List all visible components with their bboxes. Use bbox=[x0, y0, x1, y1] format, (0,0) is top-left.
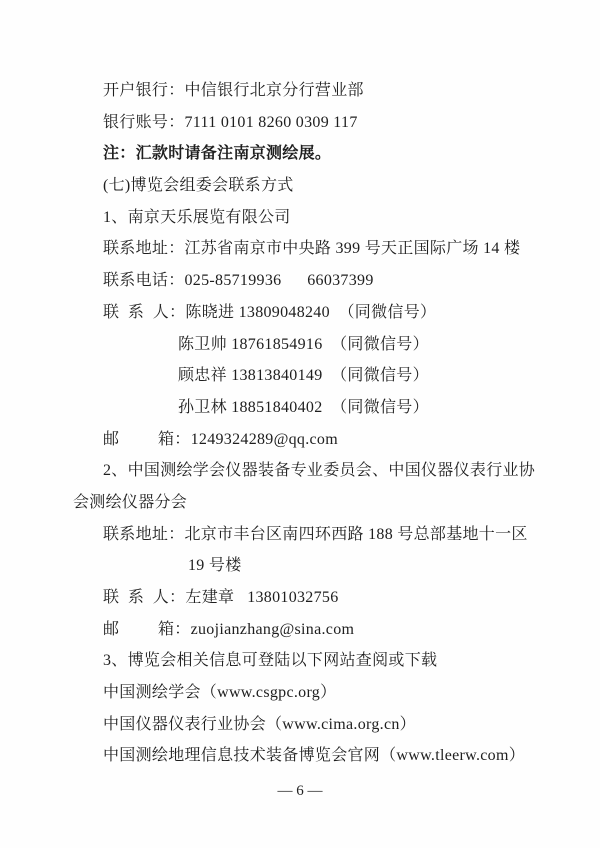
org2-address-line-2: 19 号楼 bbox=[188, 557, 242, 575]
org1-contact-2-line: 陈卫帅 18761854916 （同微信号） bbox=[178, 335, 429, 353]
org1-email-line: 邮 箱：1249324289@qq.com bbox=[103, 430, 338, 448]
bank-account-line: 银行账号：7111 0101 8260 0309 117 bbox=[103, 113, 358, 131]
section-7-heading: (七)博览会组委会联系方式 bbox=[103, 177, 294, 195]
org1-contact-4-line: 孙卫林 18851840402 （同微信号） bbox=[178, 398, 429, 416]
website-tleerw-line: 中国测绘地理信息技术装备博览会官网（www.tleerw.com） bbox=[103, 747, 526, 765]
website-csgpc-line: 中国测绘学会（www.csgpc.org） bbox=[103, 684, 337, 702]
website-cima-line: 中国仪器仪表行业协会（www.cima.org.cn） bbox=[103, 715, 416, 733]
org1-phone-line: 联系电话：025-85719936 66037399 bbox=[103, 272, 374, 290]
org1-address-line: 联系地址：江苏省南京市中央路 399 号天正国际广场 14 楼 bbox=[103, 240, 521, 258]
org2-title-line-1: 2、中国测绘学会仪器装备专业委员会、中国仪器仪表行业协 bbox=[103, 462, 536, 480]
org2-email-line: 邮 箱：zuojianzhang@sina.com bbox=[103, 620, 355, 638]
org2-contact-line: 联 系 人：左建章 13801032756 bbox=[103, 589, 339, 606]
remittance-note-line: 注：汇款时请备注南京测绘展。 bbox=[103, 145, 332, 163]
org1-contact-3-line: 顾忠祥 13813840149 （同微信号） bbox=[178, 367, 429, 385]
org2-address-line-1: 联系地址：北京市丰台区南四环西路 188 号总部基地十一区 bbox=[103, 525, 528, 543]
page-number: — 6 — bbox=[277, 783, 323, 800]
org1-contact-1-line: 联 系 人：陈晓进 13809048240 （同微信号） bbox=[103, 303, 437, 321]
section-3-heading: 3、博览会相关信息可登陆以下网站查阅或下载 bbox=[103, 652, 438, 670]
org1-title-line: 1、南京天乐展览有限公司 bbox=[103, 208, 291, 226]
org2-title-line-2: 会测绘仪器分会 bbox=[73, 493, 188, 511]
bank-name-line: 开户银行：中信银行北京分行营业部 bbox=[103, 82, 364, 99]
